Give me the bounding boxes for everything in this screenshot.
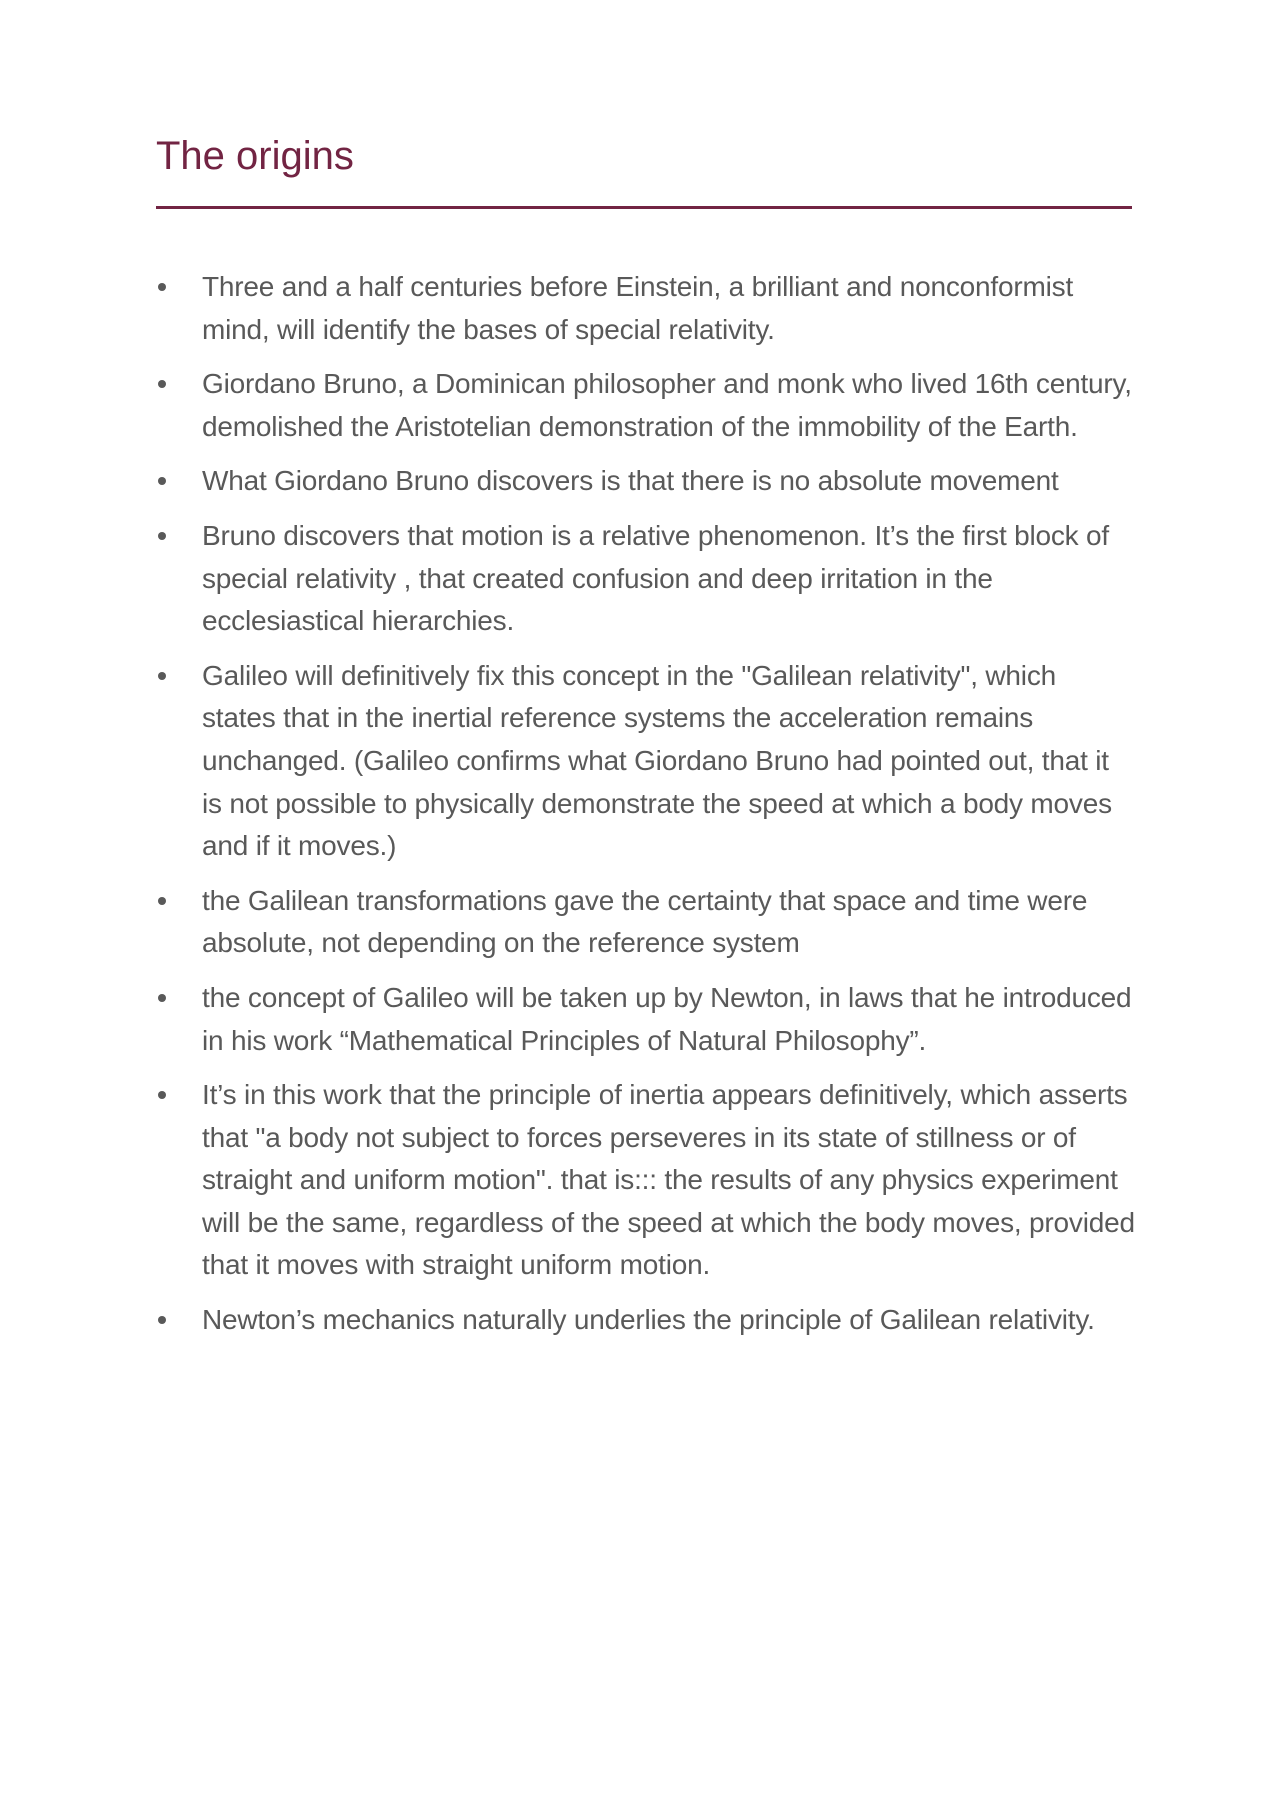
list-item-text: Bruno discovers that motion is a relative phenomenon. It’s the first block of special relativity , that created confusion and deep irritation in the ecclesiastical hierarchies. [202,519,1110,637]
list-item-text: Galileo will definitively fix this concept in the "Galilean relativity", which states that in the inertial reference systems the acceleration remains unchanged. (Galileo confirms what Giordano Bruno had pointed out, that it is not possible to physically demonstrate the speed at which a body moves and if it moves.) [202,659,1112,862]
list-item-text: the Galilean transformations gave the certainty that space and time were absolute, not depending on the reference system [202,884,1088,959]
list-item-text: Giordano Bruno, a Dominican philosopher and monk who lived 16th century, demolished the Aristotelian demonstration of the immobility of the Earth. [202,368,1132,442]
list-item-text: the concept of Galileo will be taken up by Newton, in laws that he introduced in his work “Mathematical Principles of Natural Philosophy”. [202,981,1132,1056]
list-item-text: Newton’s mechanics naturally underlies the principle of Galilean relativity. [202,1304,1095,1336]
bullet-icon [158,532,166,540]
bullet-icon [158,1091,166,1099]
list-item [156,363,1136,448]
bullet-icon [158,1316,166,1324]
list-item-text: It’s in this work that the principle of inertia appears definitively, which asserts that "a body not subject to forces perseveres in its state of stillness or of straight and uniform motion". that is::: the results of any physics experiment will be the same, regardless of the speed at which the body moves, provided that it moves with straight uniform motion. [202,1079,1135,1281]
list-item-text: What Giordano Bruno discovers is that there is no absolute movement [202,465,1059,497]
list-item [156,515,1136,643]
bullet-list [156,266,1136,1354]
list-item [156,880,1136,965]
bullet-icon [158,897,166,905]
list-item [156,1299,1136,1342]
list-item [156,977,1136,1062]
bullet-icon [158,672,166,680]
bullet-icon [158,994,166,1002]
list-item [156,266,1136,351]
list-item-text: Three and a half centuries before Einstein, a brilliant and nonconformist mind, will identify the bases of special relativity. [202,271,1074,345]
title-underline-divider [156,206,1132,209]
bullet-icon [158,477,166,485]
page-title: The origins [156,134,354,178]
bullet-icon [158,283,166,291]
bullet-icon [158,380,166,388]
list-item [156,460,1136,503]
list-item [156,1074,1136,1287]
list-item [156,655,1136,868]
